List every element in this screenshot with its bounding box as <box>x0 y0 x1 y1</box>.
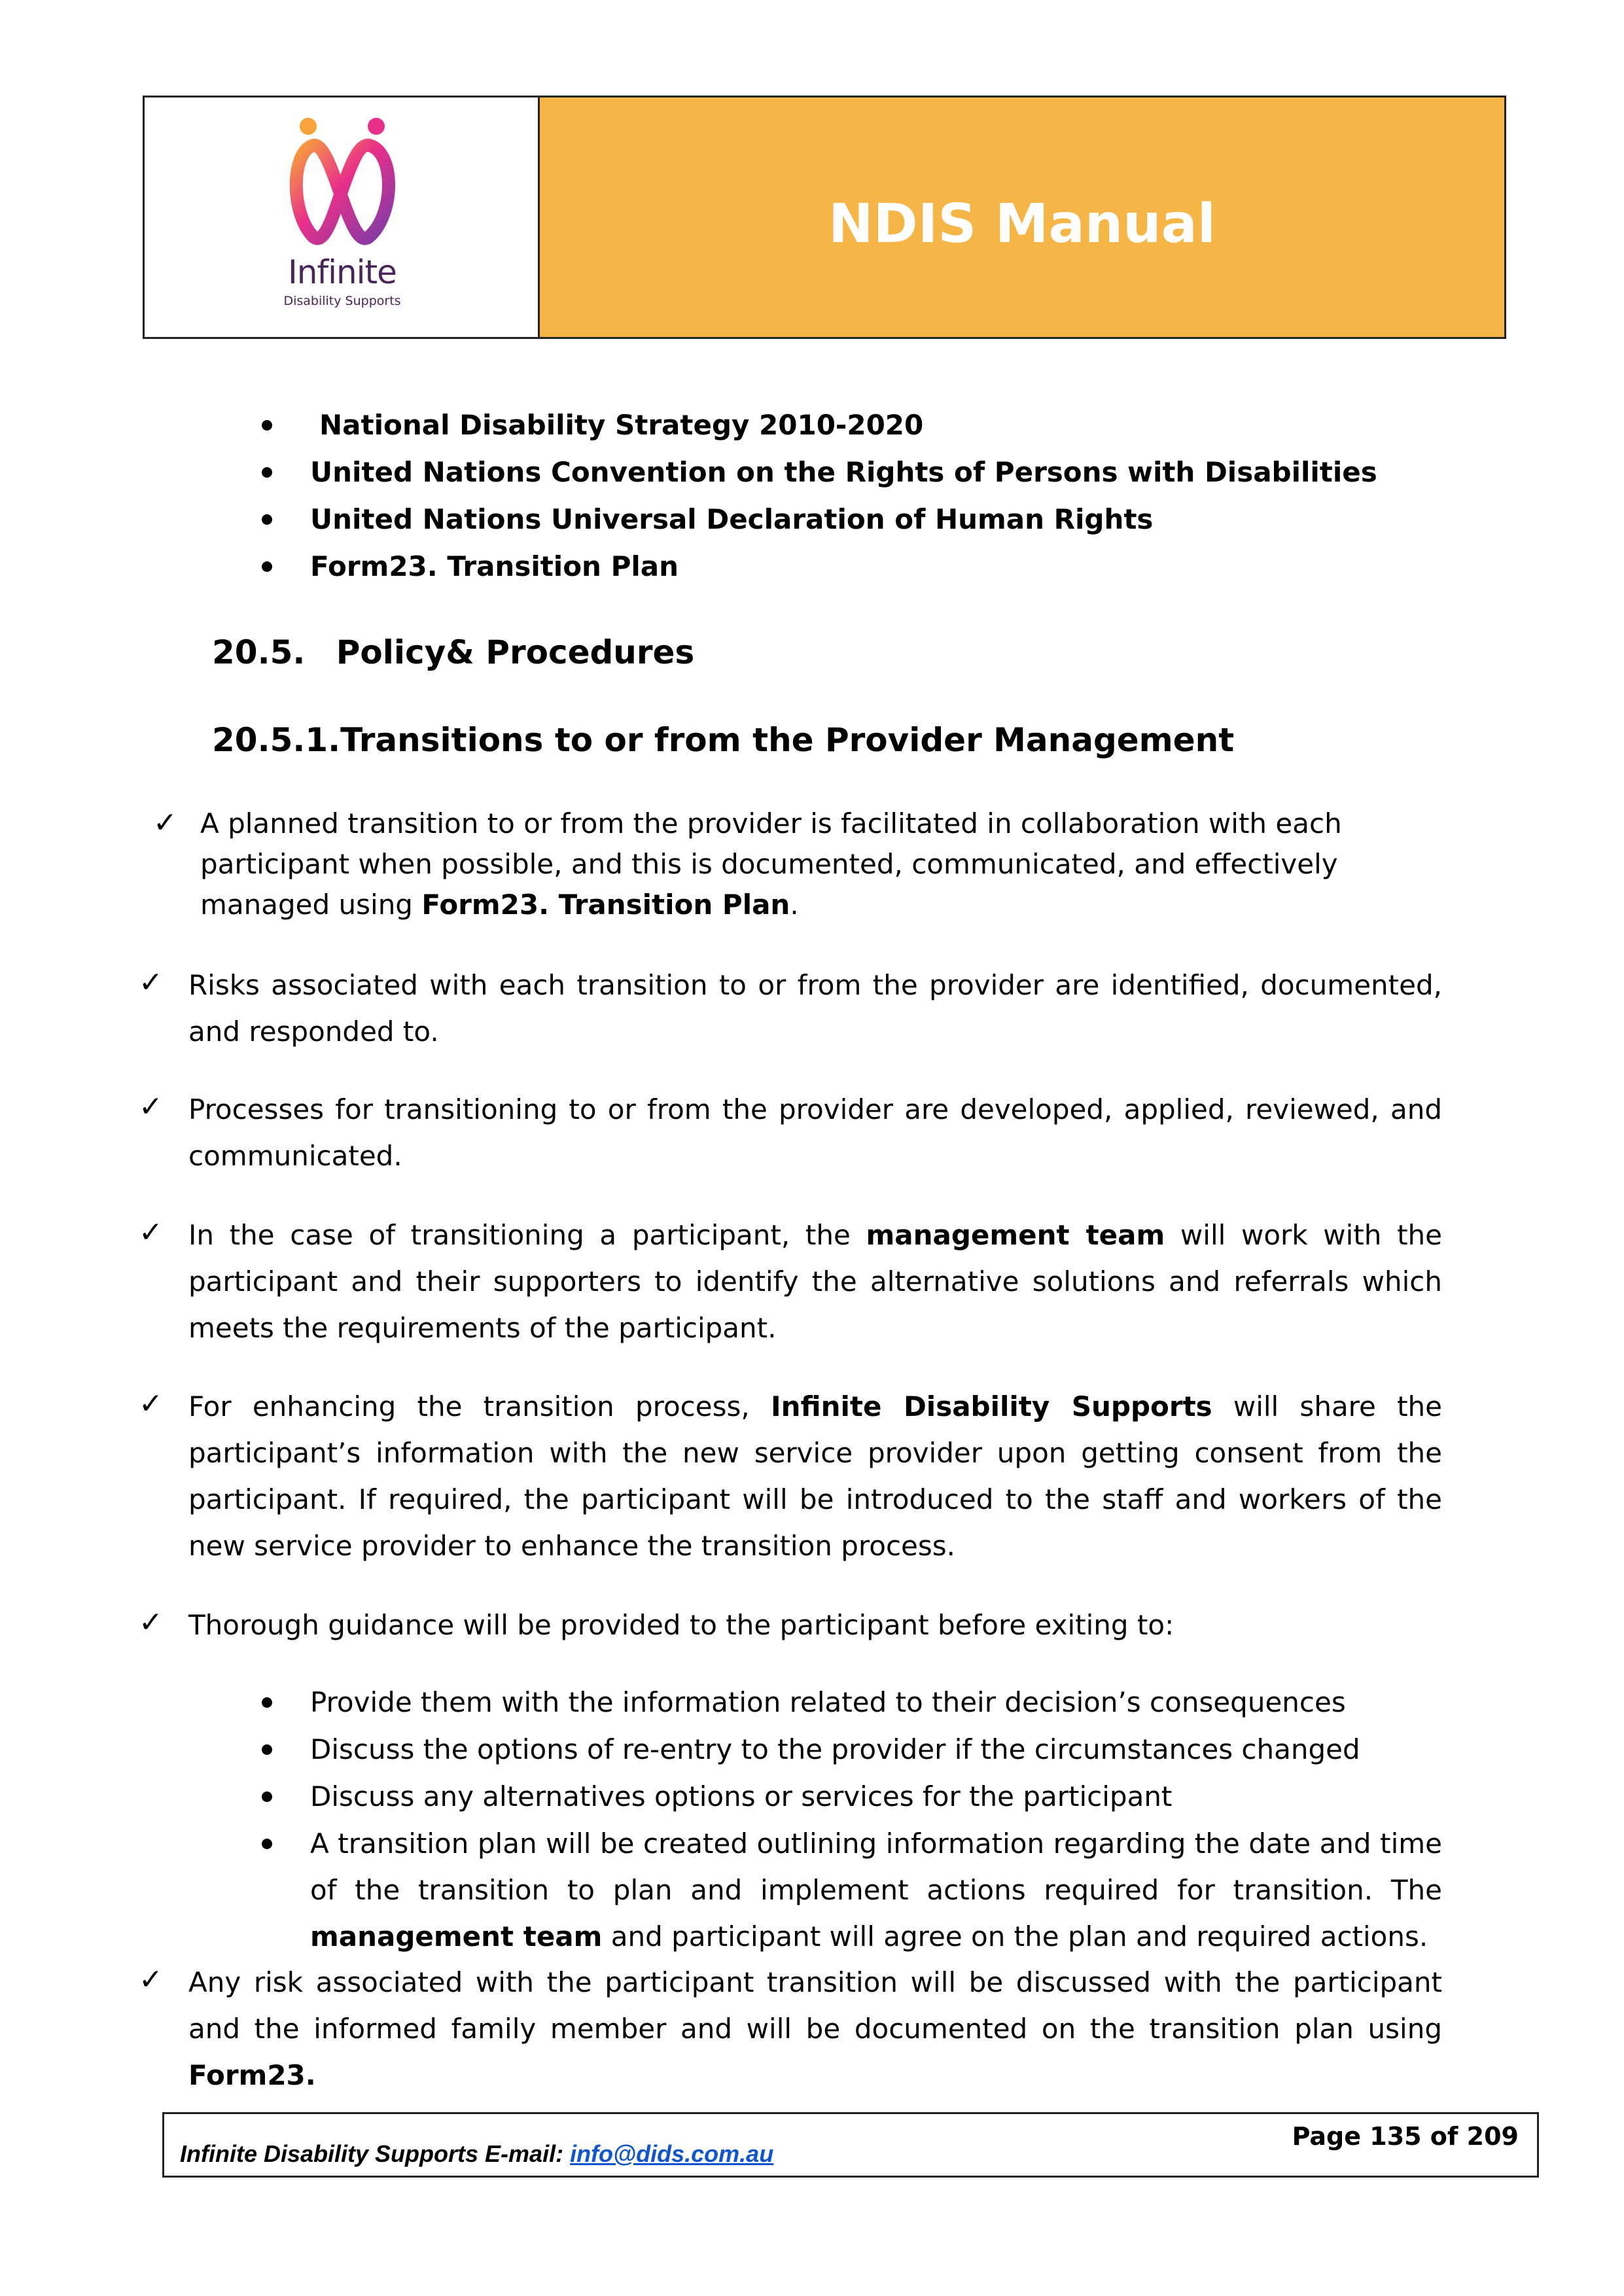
list-item: United Nations Universal Declaration of Human Rights <box>310 503 1154 535</box>
section-title: Policy& Procedures <box>336 633 695 671</box>
checkmark-icon: ✓ <box>139 1963 163 1996</box>
check-item: In the case of transitioning a participant, the management team will work with the participant and their supporters to identify the alternative solutions and referrals which meets the requirements of the participant. <box>188 1219 1442 1344</box>
bullet-dot <box>262 1839 272 1849</box>
checkmark-icon: ✓ <box>139 1090 163 1123</box>
infinite-logo-icon <box>287 116 398 253</box>
check-item: A planned transition to or from the provider is facilitated in collaboration with each participant when possible, and this is documented, communicated, and effectively managed using Form23. Transition Plan. <box>200 807 1342 921</box>
page-number: Page 135 of 209 <box>1292 2122 1519 2151</box>
check-item: Thorough guidance will be provided to the participant before exiting to: <box>188 1609 1174 1641</box>
footer-contact <box>180 2140 773 2168</box>
check-item: Risks associated with each transition to or from the provider are identified, documented, and responded to. <box>188 969 1442 1048</box>
title-cell <box>540 97 1504 337</box>
section-heading <box>212 633 694 671</box>
bullet-dot <box>262 514 272 525</box>
bullet-dot <box>262 1792 272 1802</box>
checkmark-icon: ✓ <box>139 966 163 999</box>
list-item: Form23. Transition Plan <box>310 550 679 582</box>
list-item: National Disability Strategy 2010-2020 <box>319 409 924 441</box>
sub-list-item: Discuss any alternatives options or services for the participant <box>310 1780 1173 1812</box>
sub-list-item: Discuss the options of re-entry to the provider if the circumstances changed <box>310 1733 1360 1765</box>
check-item: For enhancing the transition process, Infinite Disability Supports will share the participant’s information with the new service provider upon getting consent from the participant. If required, the participant will be introduced to the staff and workers of the new service provider to enhance the transition process. <box>188 1390 1442 1562</box>
footer-label: Infinite Disability Supports E-mail: <box>180 2140 571 2167</box>
subsection-number: 20.5.1. <box>212 721 341 759</box>
bullet-dot <box>262 1697 272 1708</box>
logo-cell <box>145 97 540 337</box>
check-item: Any risk associated with the participant transition will be discussed with the participant and the informed family member and will be documented on the transition plan using Form23. <box>188 1966 1442 2091</box>
checkmark-icon: ✓ <box>153 806 177 839</box>
bullet-dot <box>262 467 272 478</box>
subsection-heading <box>212 721 1234 759</box>
bullet-dot <box>262 561 272 572</box>
sub-list-item: A transition plan will be created outlining information regarding the date and time of the transition to plan and implement actions required for transition. The management team and participant will agree on the plan and required actions. <box>310 1828 1442 1952</box>
sub-list-item: Provide them with the information related to their decision’s consequences <box>310 1686 1346 1718</box>
logo-name: Infinite <box>288 253 397 291</box>
page-header <box>143 96 1506 339</box>
checkmark-icon: ✓ <box>139 1387 163 1421</box>
bullet-dot <box>262 420 272 431</box>
page-footer <box>162 2112 1539 2178</box>
checkmark-icon: ✓ <box>139 1216 163 1249</box>
section-number: 20.5. <box>212 633 306 671</box>
list-item: United Nations Convention on the Rights of Persons with Disabilities <box>310 456 1377 488</box>
bullet-dot <box>262 1744 272 1755</box>
checkmark-icon: ✓ <box>139 1606 163 1639</box>
check-item: Processes for transitioning to or from the provider are developed, applied, reviewed, and communicated. <box>188 1093 1442 1172</box>
page-title: NDIS Manual <box>828 192 1216 255</box>
subsection-title: Transitions to or from the Provider Management <box>340 721 1235 759</box>
logo-subtitle: Disability Supports <box>283 294 401 308</box>
email-link[interactable]: info@dids.com.au <box>570 2140 774 2167</box>
